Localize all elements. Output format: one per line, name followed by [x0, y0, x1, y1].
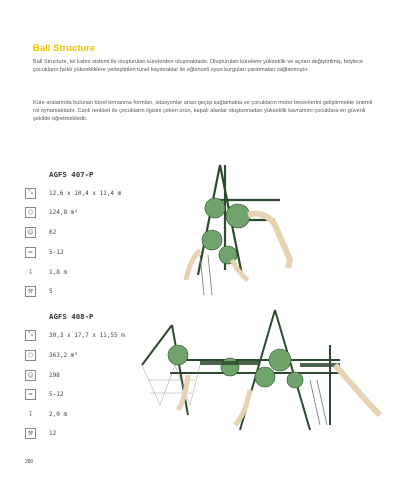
spec-value: 5	[49, 287, 53, 295]
product-illustration	[170, 160, 370, 305]
spec-value: 198	[49, 371, 60, 379]
product-name: AGFS 407-P	[49, 170, 94, 179]
dimensions-icon: ⤡	[25, 330, 36, 341]
area-cube-icon: ⬡	[25, 350, 36, 361]
section-title: Ball Structure	[33, 43, 96, 54]
spec-age	[25, 246, 165, 258]
spec-value: 2,0 m	[49, 410, 68, 418]
spec-value: 5-12	[49, 248, 64, 256]
spec-value: 12	[49, 429, 57, 437]
age-range-icon: ≈	[25, 247, 36, 258]
intro-paragraph: Ball Structure, tel kafes sistemi ile oluşturulan kürelerden oluşmaktadır. Oluşturulan kürelerin yükseklik ve açıları değiştirilmiş, böylece çocukların farklı yüksekliklere yerleştirilen tünel kaydıraklar ile eğlenceli oyun kurguları yaratmaları sağlanmıştır.	[33, 59, 364, 74]
spec-value: 12,6 x 10,4 x 11,4 m	[49, 189, 122, 197]
dimensions-icon: ⤡	[25, 188, 36, 199]
spec-value: 1,8 m	[49, 268, 68, 276]
installation-icon: ⚒	[25, 428, 36, 439]
spec-dimensions	[25, 187, 165, 199]
spec-area	[25, 206, 165, 218]
product-name: AGFS 408-P	[49, 312, 94, 321]
spec-installation	[25, 285, 165, 297]
spec-capacity	[25, 226, 165, 238]
area-cube-icon: ⬡	[25, 207, 36, 218]
age-range-icon: ≈	[25, 389, 36, 400]
capacity-icon: ☺	[25, 370, 36, 381]
spec-value: 30,3 x 17,7 x 11,55 m	[49, 331, 125, 339]
spec-value: 5-12	[49, 390, 64, 398]
installation-icon: ⚒	[25, 286, 36, 297]
spec-value: 62	[49, 228, 57, 236]
detail-paragraph: Küre aralarında bulunan tünel tırmanma formları, istasyonlar arası geçişi sağlamakta ve çocukların motor becerilerini geliştirmekte önemli rol oynamaktadır. Canlı renkleri ile çocukların ilgisini çeken ürün, kapalı alanlar oluşturmadan yükseklik kavramını çocuklara en güvenli şekilde öğretmektedir.	[33, 100, 373, 123]
page-number: 280	[25, 459, 34, 465]
product-illustration	[130, 305, 395, 445]
spec-value: 124,8 m²	[49, 208, 78, 216]
spec-value: 363,2 m²	[49, 351, 78, 359]
fall-height-icon: ↧	[25, 409, 36, 420]
capacity-icon: ☺	[25, 227, 36, 238]
spec-height	[25, 266, 165, 278]
fall-height-icon: ↧	[25, 267, 36, 278]
